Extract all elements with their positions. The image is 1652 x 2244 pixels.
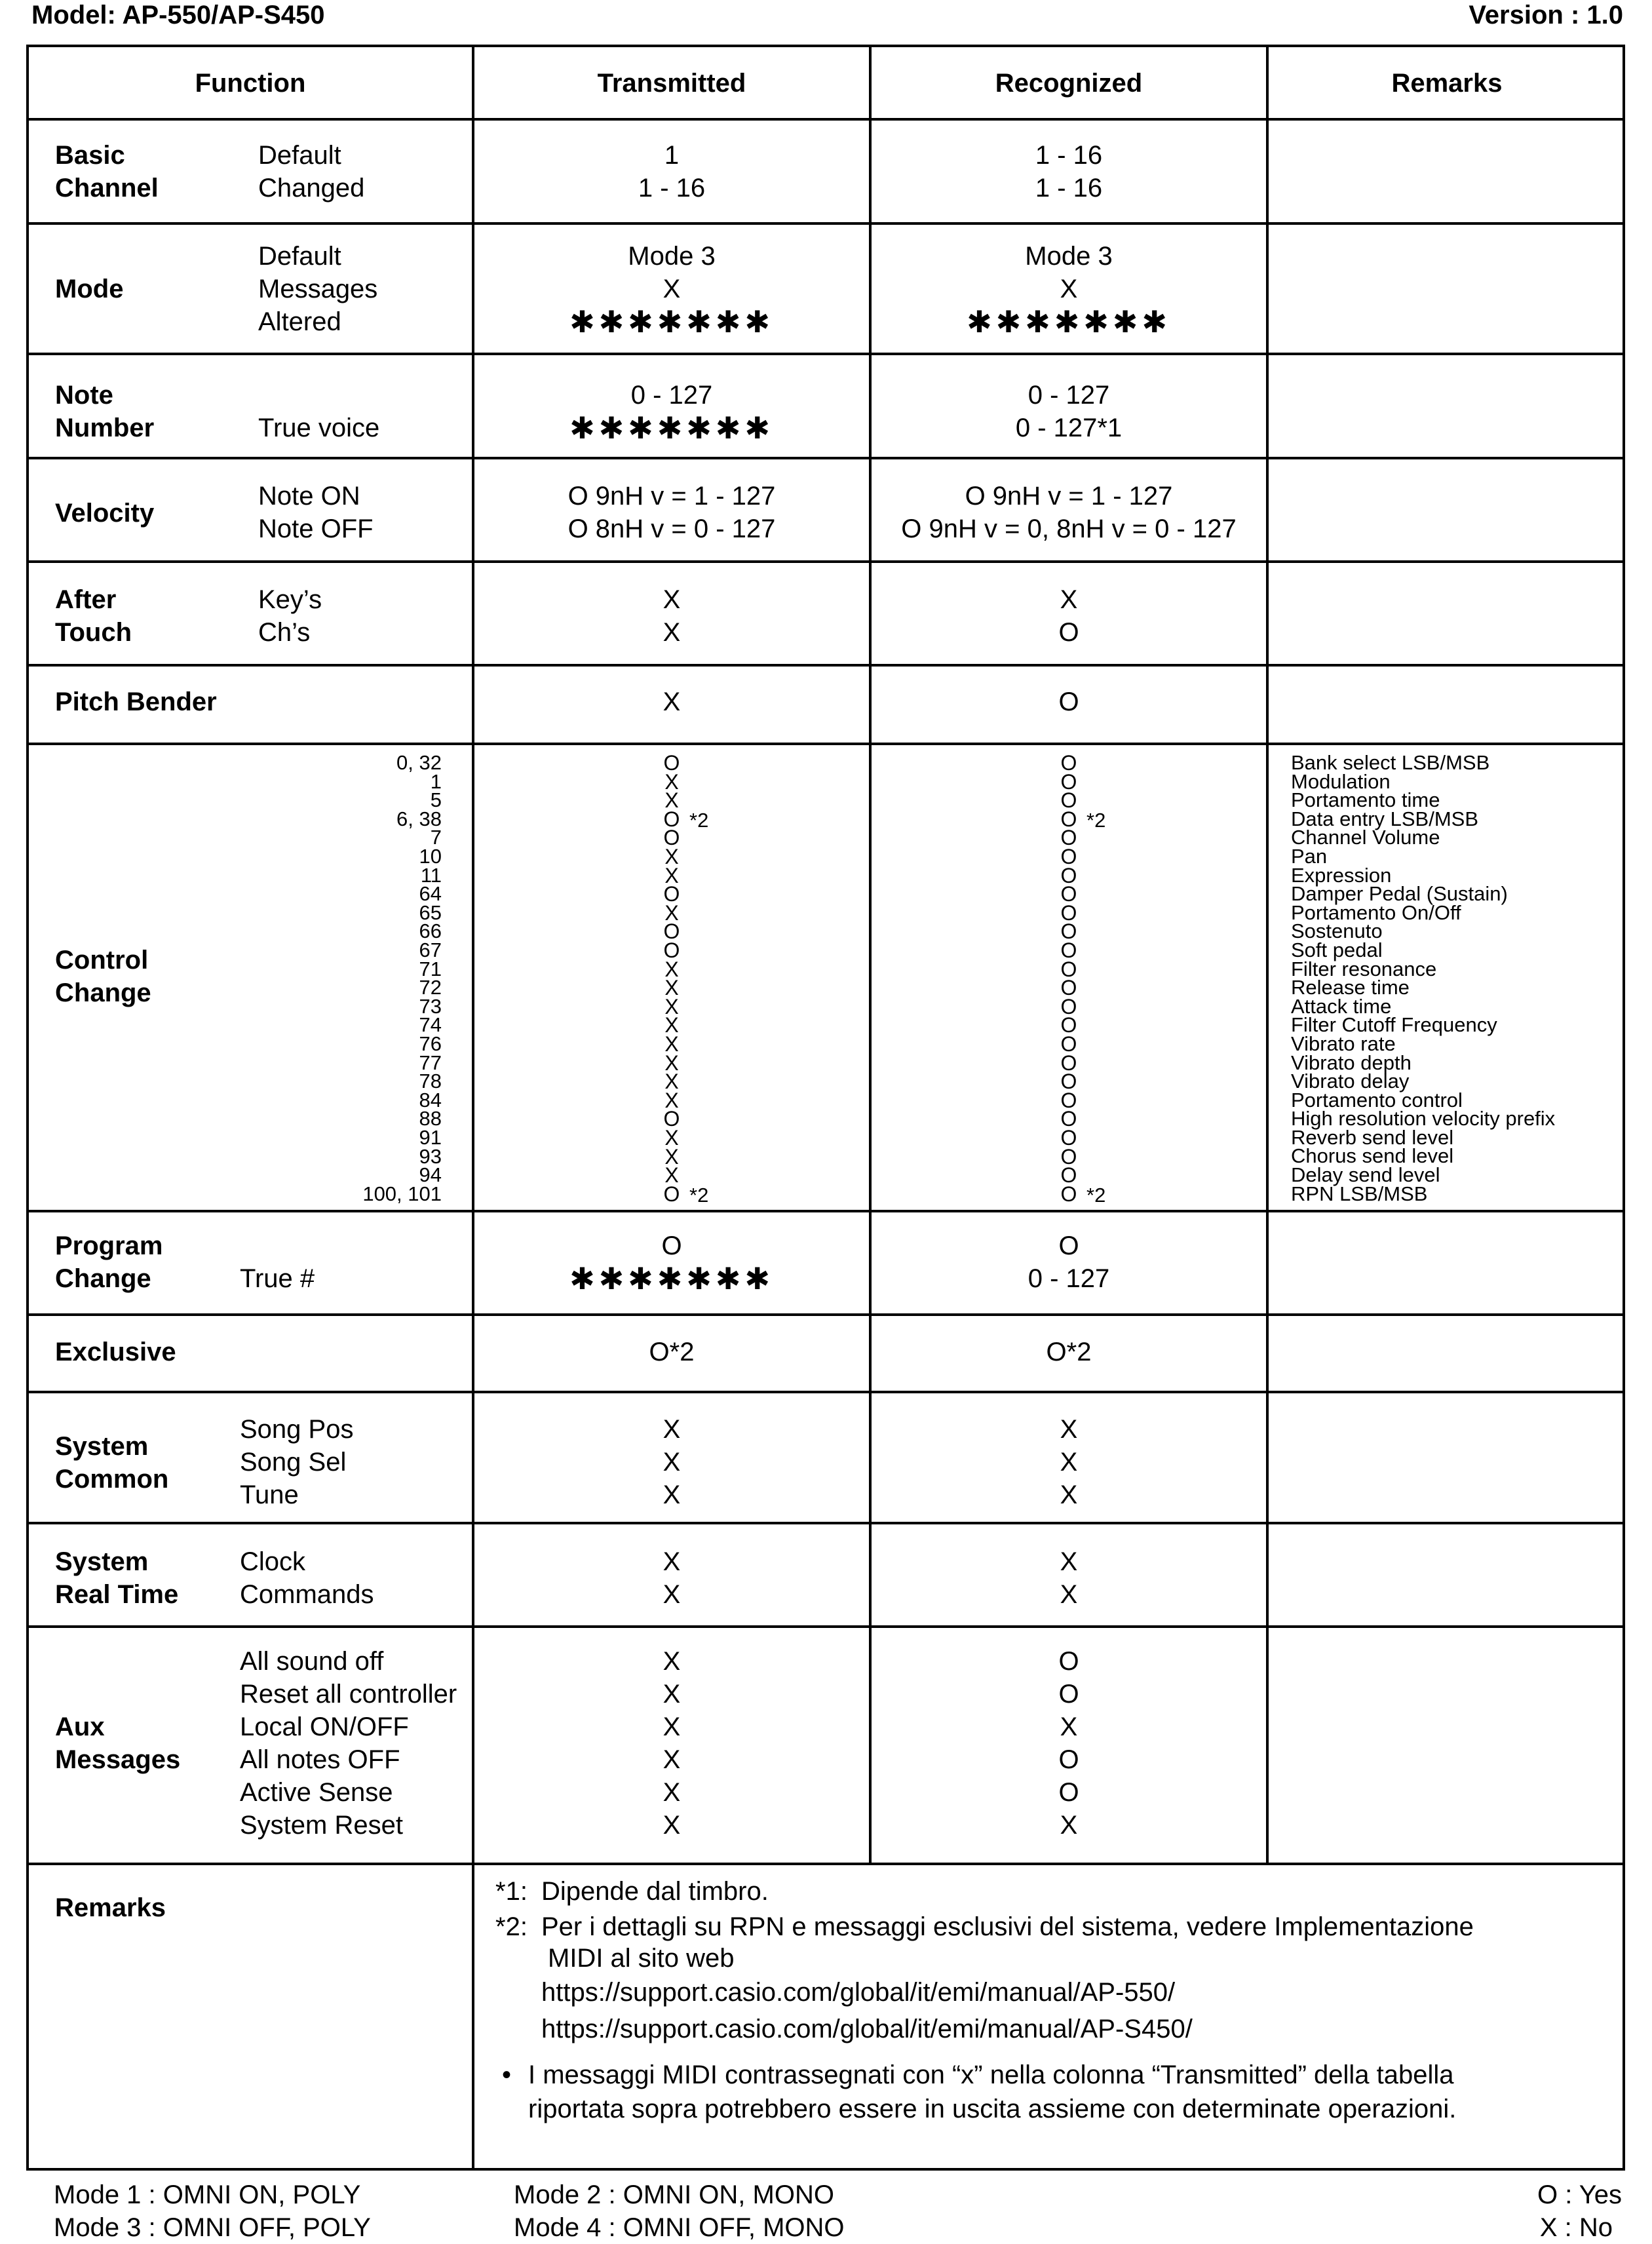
cc-value: X	[664, 1126, 679, 1150]
cc-value: O	[1060, 900, 1077, 925]
footnote-2-marker: *2:	[495, 1912, 528, 1941]
cc-value: O	[1060, 994, 1077, 1018]
cc-value: O	[1060, 1088, 1077, 1112]
cc-value: X	[664, 1070, 679, 1094]
midi-table	[26, 45, 1625, 2171]
legend-mode4: Mode 4 : OMNI OFF, MONO	[514, 2213, 845, 2242]
system-real-time-transmitted: X X	[663, 1547, 681, 1609]
cc-value: X	[664, 976, 679, 1000]
cc-number: 94	[419, 1163, 442, 1187]
manual-url-aps450[interactable]: https://support.casio.com/global/it/emi/manual/AP-S450/	[541, 2015, 1193, 2043]
manual-url-ap550[interactable]: https://support.casio.com/global/it/emi/manual/AP-550/	[541, 1978, 1176, 2007]
cc-number: 7	[430, 826, 442, 849]
cc-value: X	[664, 863, 679, 887]
cc-value: O	[663, 919, 680, 944]
cc-value: X	[664, 1144, 679, 1169]
legend-mode1: Mode 1 : OMNI ON, POLY	[54, 2180, 361, 2209]
cc-value: O	[1060, 1032, 1077, 1056]
row-divider	[29, 222, 1623, 225]
cc-remark: Channel Volume	[1291, 826, 1440, 849]
pitch-bender-label: Pitch Bender	[55, 687, 217, 716]
cc-footnote-marker: *2	[1086, 808, 1106, 832]
cc-value: X	[664, 900, 679, 925]
cc-remark: High resolution velocity prefix	[1291, 1107, 1556, 1131]
cc-value: X	[664, 769, 679, 794]
row-divider	[29, 664, 1623, 667]
footnote-1-text: Dipende dal timbro.	[541, 1877, 769, 1906]
aux-messages-label: Aux Messages	[55, 1712, 181, 1774]
cc-remark: Vibrato rate	[1291, 1032, 1396, 1055]
basic-channel-label: Basic Channel	[55, 141, 159, 203]
cc-value: X	[664, 1088, 679, 1112]
note-number-sub: True voice	[258, 414, 380, 442]
cc-number: 67	[419, 938, 442, 961]
pitch-bender-recognized: O	[1058, 687, 1079, 716]
mode-subs: Default Messages Altered	[258, 242, 378, 336]
cc-number: 5	[430, 788, 442, 812]
mode-recognized: Mode 3 X ✱✱✱✱✱✱✱	[967, 242, 1171, 339]
velocity-subs: Note ON Note OFF	[258, 482, 374, 543]
cc-remark: Attack time	[1291, 994, 1392, 1018]
header-function: Function	[195, 68, 306, 98]
cc-remark: RPN LSB/MSB	[1291, 1182, 1428, 1205]
velocity-transmitted: O 9nH v = 1 - 127 O 8nH v = 0 - 127	[567, 482, 776, 543]
bullet-icon: •	[502, 2060, 512, 2089]
row-divider	[29, 560, 1623, 563]
cc-value: X	[664, 1051, 679, 1075]
cc-value: O	[1060, 938, 1077, 962]
cc-value: O	[1060, 1126, 1077, 1150]
cc-remark: Reverb send level	[1291, 1125, 1454, 1149]
aux-messages-subs: All sound off Reset all controller Local ON/OFF All notes OFF Active Sense System Reset	[240, 1647, 457, 1840]
row-divider	[29, 1863, 1623, 1865]
cc-remark: Soft pedal	[1291, 938, 1383, 961]
cc-remark: Modulation	[1291, 769, 1391, 793]
basic-channel-subs: Default Changed	[258, 141, 365, 203]
row-divider	[29, 1313, 1623, 1316]
model-title: Model: AP-550/AP-S450	[31, 1, 325, 29]
aux-messages-transmitted: X X X X X X	[663, 1647, 681, 1840]
after-touch-transmitted: X X	[663, 585, 681, 647]
after-touch-subs: Key’s Ch’s	[258, 585, 322, 647]
header-remarks: Remarks	[1391, 68, 1503, 98]
cc-value: X	[664, 1032, 679, 1056]
cc-value: O	[663, 882, 680, 906]
footnote-2-line2: MIDI al sito web	[548, 1944, 735, 1973]
pitch-bender-transmitted: X	[663, 687, 681, 716]
cc-number: 64	[419, 882, 442, 906]
cc-value: O	[1060, 788, 1077, 813]
cc-number: 77	[419, 1051, 442, 1074]
exclusive-recognized: O*2	[1046, 1338, 1092, 1366]
mode-label: Mode	[55, 275, 124, 303]
system-real-time-recognized: X X	[1060, 1547, 1078, 1609]
cc-remark: Data entry LSB/MSB	[1291, 807, 1479, 830]
cc-number: 93	[419, 1144, 442, 1168]
velocity-label: Velocity	[55, 499, 155, 528]
legend-mode2: Mode 2 : OMNI ON, MONO	[514, 2180, 834, 2209]
cc-value: X	[664, 845, 679, 868]
program-change-recognized: O 0 - 127	[1028, 1231, 1110, 1293]
aux-messages-recognized: O O X O O X	[1058, 1647, 1079, 1840]
cc-number: 72	[419, 976, 442, 999]
cc-number: 73	[419, 994, 442, 1018]
cc-remark: Portamento time	[1291, 788, 1440, 812]
cc-value: O	[1060, 1013, 1077, 1037]
cc-number: 100, 101	[362, 1182, 442, 1205]
control-change-recognized	[872, 751, 1266, 1207]
cc-value: O	[663, 938, 680, 962]
note-number-label: Note Number	[55, 381, 155, 442]
cc-remark: Sostenuto	[1291, 919, 1383, 943]
cc-value: O	[1060, 919, 1077, 944]
cc-value: O	[1060, 1051, 1077, 1075]
exclusive-transmitted: O*2	[649, 1338, 695, 1366]
cc-remark: Bank select LSB/MSB	[1291, 751, 1490, 774]
cc-number: 11	[420, 863, 442, 887]
cc-value: O	[1060, 863, 1077, 887]
cc-value: O	[1060, 807, 1077, 831]
control-change-transmitted	[474, 751, 869, 1207]
cc-value: O	[1060, 1144, 1077, 1169]
cc-number: 1	[430, 769, 442, 793]
control-change-numbers	[225, 751, 442, 1206]
system-common-recognized: X X X	[1060, 1415, 1078, 1509]
mode-transmitted: Mode 3 X ✱✱✱✱✱✱✱	[569, 242, 774, 339]
cc-value: X	[664, 1013, 679, 1037]
cc-value: O	[1060, 1107, 1077, 1131]
cc-footnote-marker: *2	[689, 1183, 709, 1207]
col-divider-recognized	[1266, 47, 1269, 1864]
row-divider	[29, 1625, 1623, 1628]
legend-yes: O : Yes	[1537, 2180, 1622, 2209]
header-transmitted: Transmitted	[597, 68, 746, 98]
row-divider	[29, 1210, 1623, 1212]
cc-number: 71	[419, 957, 442, 980]
row-divider	[29, 1391, 1623, 1393]
cc-value: O	[663, 1182, 680, 1206]
header-recognized: Recognized	[995, 68, 1143, 98]
cc-value: O	[1060, 826, 1077, 850]
cc-value: O	[1060, 1070, 1077, 1094]
cc-value: O	[1060, 976, 1077, 1000]
program-change-label: Program Change	[55, 1231, 163, 1293]
cc-number: 74	[419, 1013, 442, 1037]
cc-remark: Damper Pedal (Sustain)	[1291, 882, 1508, 906]
after-touch-recognized: X O	[1058, 585, 1079, 647]
remarks-label: Remarks	[55, 1893, 166, 1922]
exclusive-label: Exclusive	[55, 1338, 176, 1366]
footnote-2-line1: Per i dettagli su RPN e messaggi esclusivi del sistema, vedere Implementazione	[541, 1912, 1474, 1941]
program-change-sub: True #	[240, 1264, 315, 1293]
cc-remark: Release time	[1291, 976, 1410, 999]
version-label: Version : 1.0	[1469, 1, 1623, 29]
control-change-label: Control Change	[55, 946, 151, 1007]
cc-value: O	[1060, 1163, 1077, 1188]
bullet-line1: I messaggi MIDI contrassegnati con “x” nella colonna “Transmitted” della tabella	[528, 2060, 1454, 2089]
system-real-time-label: System Real Time	[55, 1547, 179, 1609]
cc-value: O	[1060, 1182, 1077, 1206]
basic-channel-recognized: 1 - 16 1 - 16	[1035, 141, 1103, 203]
legend-no: X : No	[1539, 2213, 1613, 2242]
system-common-transmitted: X X X	[663, 1415, 681, 1509]
cc-footnote-marker: *2	[689, 808, 709, 832]
legend-mode3: Mode 3 : OMNI OFF, POLY	[54, 2213, 371, 2242]
system-common-label: System Common	[55, 1432, 169, 1494]
cc-number: 65	[419, 900, 442, 924]
cc-value: O	[663, 807, 680, 831]
program-change-transmitted: O ✱✱✱✱✱✱✱	[569, 1231, 774, 1296]
cc-footnote-marker: *2	[1086, 1183, 1106, 1207]
cc-number: 84	[419, 1088, 442, 1112]
cc-value: X	[664, 994, 679, 1018]
cc-remark: Expression	[1291, 863, 1392, 887]
row-divider	[29, 1522, 1623, 1524]
cc-remark: Filter resonance	[1291, 957, 1437, 980]
bullet-line2: riportata sopra potrebbero essere in uscita assieme con determinate operazioni.	[528, 2095, 1457, 2123]
row-divider	[29, 457, 1623, 459]
footnote-1-marker: *1:	[495, 1877, 528, 1906]
cc-value: O	[1060, 845, 1077, 868]
cc-number: 76	[419, 1032, 442, 1055]
cc-number: 6, 38	[396, 807, 442, 830]
cc-value: O	[1060, 957, 1077, 981]
cc-value: O	[663, 826, 680, 850]
cc-number: 10	[419, 845, 442, 868]
cc-remark: Vibrato depth	[1291, 1051, 1412, 1074]
cc-remark: Vibrato delay	[1291, 1070, 1410, 1093]
cc-remark: Pan	[1291, 844, 1328, 868]
cc-remark: Portamento control	[1291, 1088, 1463, 1112]
cc-value: O	[1060, 882, 1077, 906]
cc-number: 66	[419, 919, 442, 943]
cc-number: 91	[419, 1126, 442, 1149]
cc-number: 0, 32	[396, 751, 442, 774]
system-real-time-subs: Clock Commands	[240, 1547, 374, 1609]
cc-remark: Delay send level	[1291, 1163, 1440, 1187]
cc-remark: Portamento On/Off	[1291, 900, 1461, 924]
cc-number: 78	[419, 1070, 442, 1093]
row-divider	[29, 353, 1623, 355]
system-common-subs: Song Pos Song Sel Tune	[240, 1415, 354, 1509]
cc-value: X	[664, 788, 679, 813]
row-divider	[29, 743, 1623, 745]
cc-remark: Chorus send level	[1291, 1144, 1454, 1168]
cc-value: O	[1060, 751, 1077, 775]
cc-remark: Filter Cutoff Frequency	[1291, 1013, 1497, 1037]
cc-value: O	[663, 1107, 680, 1131]
velocity-recognized: O 9nH v = 1 - 127 O 9nH v = 0, 8nH v = 0 - 127	[901, 482, 1237, 543]
cc-value: O	[1060, 769, 1077, 794]
control-change-remarks	[1291, 751, 1556, 1205]
cc-value: X	[664, 957, 679, 981]
cc-number: 88	[419, 1107, 442, 1131]
cc-value: X	[664, 1163, 679, 1188]
note-number-recognized: 0 - 127 0 - 127*1	[1015, 381, 1123, 442]
after-touch-label: After Touch	[55, 585, 132, 647]
note-number-transmitted: 0 - 127 ✱✱✱✱✱✱✱	[569, 381, 774, 445]
basic-channel-transmitted: 1 1 - 16	[638, 141, 706, 203]
cc-value: O	[663, 751, 680, 775]
